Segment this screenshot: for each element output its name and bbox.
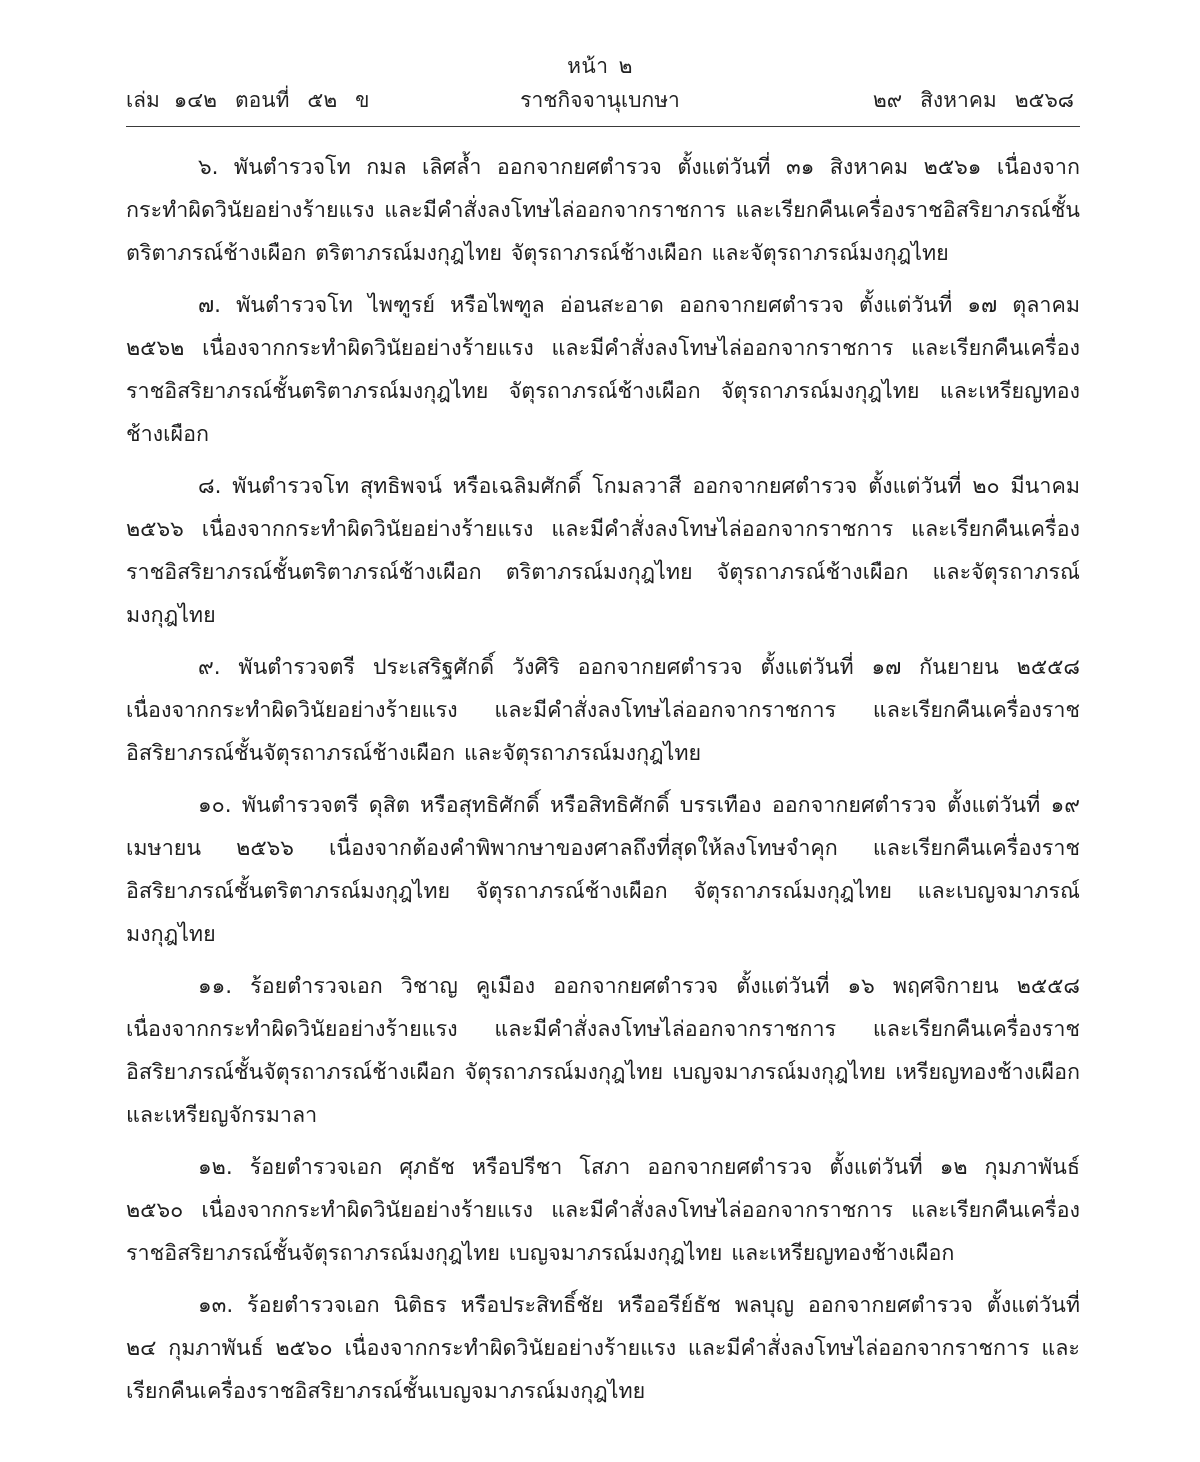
paragraph-item: ๑๒. ร้อยตำรวจเอก ศุภธัช หรือปรีชา โสภา ออกจากยศตำรวจ ตั้งแต่วันที่ ๑๒ กุมภาพันธ์ ๒๕๖๐ เนื่องจากกระทำผิดวินัยอย่างร้ายแรง และมีคำสั่งลงโทษไล่ออกจากราชการ และเรียกคืนเครื่องราชอิสริยาภรณ์ชั้นจัตุรถาภรณ์มงกุฎไทย เบญจมาภรณ์มงกุฎไทย และเหรียญทองช้างเผือก: [126, 1155, 1080, 1266]
publish-month: สิงหาคม: [920, 88, 997, 112]
paragraph-item: ๙. พันตำรวจตรี ประเสริฐศักดิ์ วังศิริ ออกจากยศตำรวจ ตั้งแต่วันที่ ๑๗ กันยายน ๒๕๕๘ เนื่องจากกระทำผิดวินัยอย่างร้ายแรง และมีคำสั่งลงโทษไล่ออกจากราชการ และเรียกคืนเครื่องราชอิสริยาภรณ์ชั้นจัตุรถาภรณ์ช้างเผือก และจัตุรถาภรณ์มงกุฎไทย: [126, 655, 1080, 766]
issue-label: ตอนที่: [234, 88, 290, 112]
header-divider: [126, 126, 1080, 127]
page-marker-label: หน้า: [567, 54, 609, 78]
page-marker: [126, 52, 1074, 80]
masthead-right: [873, 85, 1074, 115]
paragraph-item: ๑๑. ร้อยตำรวจเอก วิชาญ คูเมือง ออกจากยศตำรวจ ตั้งแต่วันที่ ๑๖ พฤศจิกายน ๒๕๕๘ เนื่องจากกระทำผิดวินัยอย่างร้ายแรง และมีคำสั่งลงโทษไล่ออกจากราชการ และเรียกคืนเครื่องราชอิสริยาภรณ์ชั้นจัตุรถาภรณ์ช้างเผือก จัตุรถาภรณ์มงกุฎไทย เบญจมาภรณ์มงกุฎไทย เหรียญทองช้างเผือก และเหรียญจักรมาลา: [126, 974, 1080, 1128]
paragraph-item: ๘. พันตำรวจโท สุทธิพจน์ หรือเฉลิมศักดิ์ โกมลวาสี ออกจากยศตำรวจ ตั้งแต่วันที่ ๒๐ มีนาคม ๒๕๖๖ เนื่องจากกระทำผิดวินัยอย่างร้ายแรง และมีคำสั่งลงโทษไล่ออกจากราชการ และเรียกคืนเครื่องราชอิสริยาภรณ์ชั้นตริตาภรณ์ช้างเผือก ตริตาภรณ์มงกุฎไทย จัตุรถาภรณ์ช้างเผือก และจัตุรถาภรณ์มงกุฎไทย: [126, 474, 1080, 628]
paragraph-item: ๑๓. ร้อยตำรวจเอก นิติธร หรือประสิทธิ์ชัย หรืออรีย์ธัช พลบุญ ออกจากยศตำรวจ ตั้งแต่วันที่ ๒๔ กุมภาพันธ์ ๒๕๖๐ เนื่องจากกระทำผิดวินัยอย่างร้ายแรง และมีคำสั่งลงโทษไล่ออกจากราชการ และเรียกคืนเครื่องราชอิสริยาภรณ์ชั้นเบญจมาภรณ์มงกุฎไทย: [126, 1293, 1080, 1404]
section-letter: ข: [355, 88, 370, 112]
gazette-title: ราชกิจจานุเบกษา: [520, 88, 680, 112]
paragraph-item: ๗. พันตำรวจโท ไพฑูรย์ หรือไพฑูล อ่อนสะอาด ออกจากยศตำรวจ ตั้งแต่วันที่ ๑๗ ตุลาคม ๒๕๖๒ เนื่องจากกระทำผิดวินัยอย่างร้ายแรง และมีคำสั่งลงโทษไล่ออกจากราชการ และเรียกคืนเครื่องราชอิสริยาภรณ์ชั้นตริตาภรณ์มงกุฎไทย จัตุรถาภรณ์ช้างเผือก จัตุรถาภรณ์มงกุฎไทย และเหรียญทองช้างเผือก: [126, 293, 1080, 447]
page-marker-number: ๒: [618, 54, 633, 78]
paragraph-item: ๑๐. พันตำรวจตรี ดุสิต หรือสุทธิศักดิ์ หรือสิทธิศักดิ์ บรรเทือง ออกจากยศตำรวจ ตั้งแต่วันที่ ๑๙ เมษายน ๒๕๖๖ เนื่องจากต้องคำพิพากษาของศาลถึงที่สุดให้ลงโทษจำคุก และเรียกคืนเครื่องราชอิสริยาภรณ์ชั้นตริตาภรณ์มงกุฎไทย จัตุรถาภรณ์ช้างเผือก จัตุรถาภรณ์มงกุฎไทย และเบญจมาภรณ์มงกุฎไทย: [126, 793, 1080, 947]
document-body: [126, 146, 1080, 1413]
publish-day: ๒๙: [872, 88, 903, 112]
volume-number: ๑๔๒: [173, 88, 217, 112]
running-head: [126, 52, 1074, 130]
masthead-left: [126, 85, 370, 115]
paragraph-item: ๖. พันตำรวจโท กมล เลิศล้ำ ออกจากยศตำรวจ ตั้งแต่วันที่ ๓๑ สิงหาคม ๒๕๖๑ เนื่องจากกระทำผิดวินัยอย่างร้ายแรง และมีคำสั่งลงโทษไล่ออกจากราชการ และเรียกคืนเครื่องราชอิสริยาภรณ์ชั้นตริตาภรณ์ช้างเผือก ตริตาภรณ์มงกุฎไทย จัตุรถาภรณ์ช้างเผือก และจัตุรถาภรณ์มงกุฎไทย: [126, 155, 1080, 266]
masthead-row: [126, 85, 1074, 115]
volume-label: เล่ม: [126, 88, 160, 112]
issue-number: ๕๒: [307, 88, 338, 112]
publish-year: ๒๕๖๘: [1014, 88, 1074, 112]
